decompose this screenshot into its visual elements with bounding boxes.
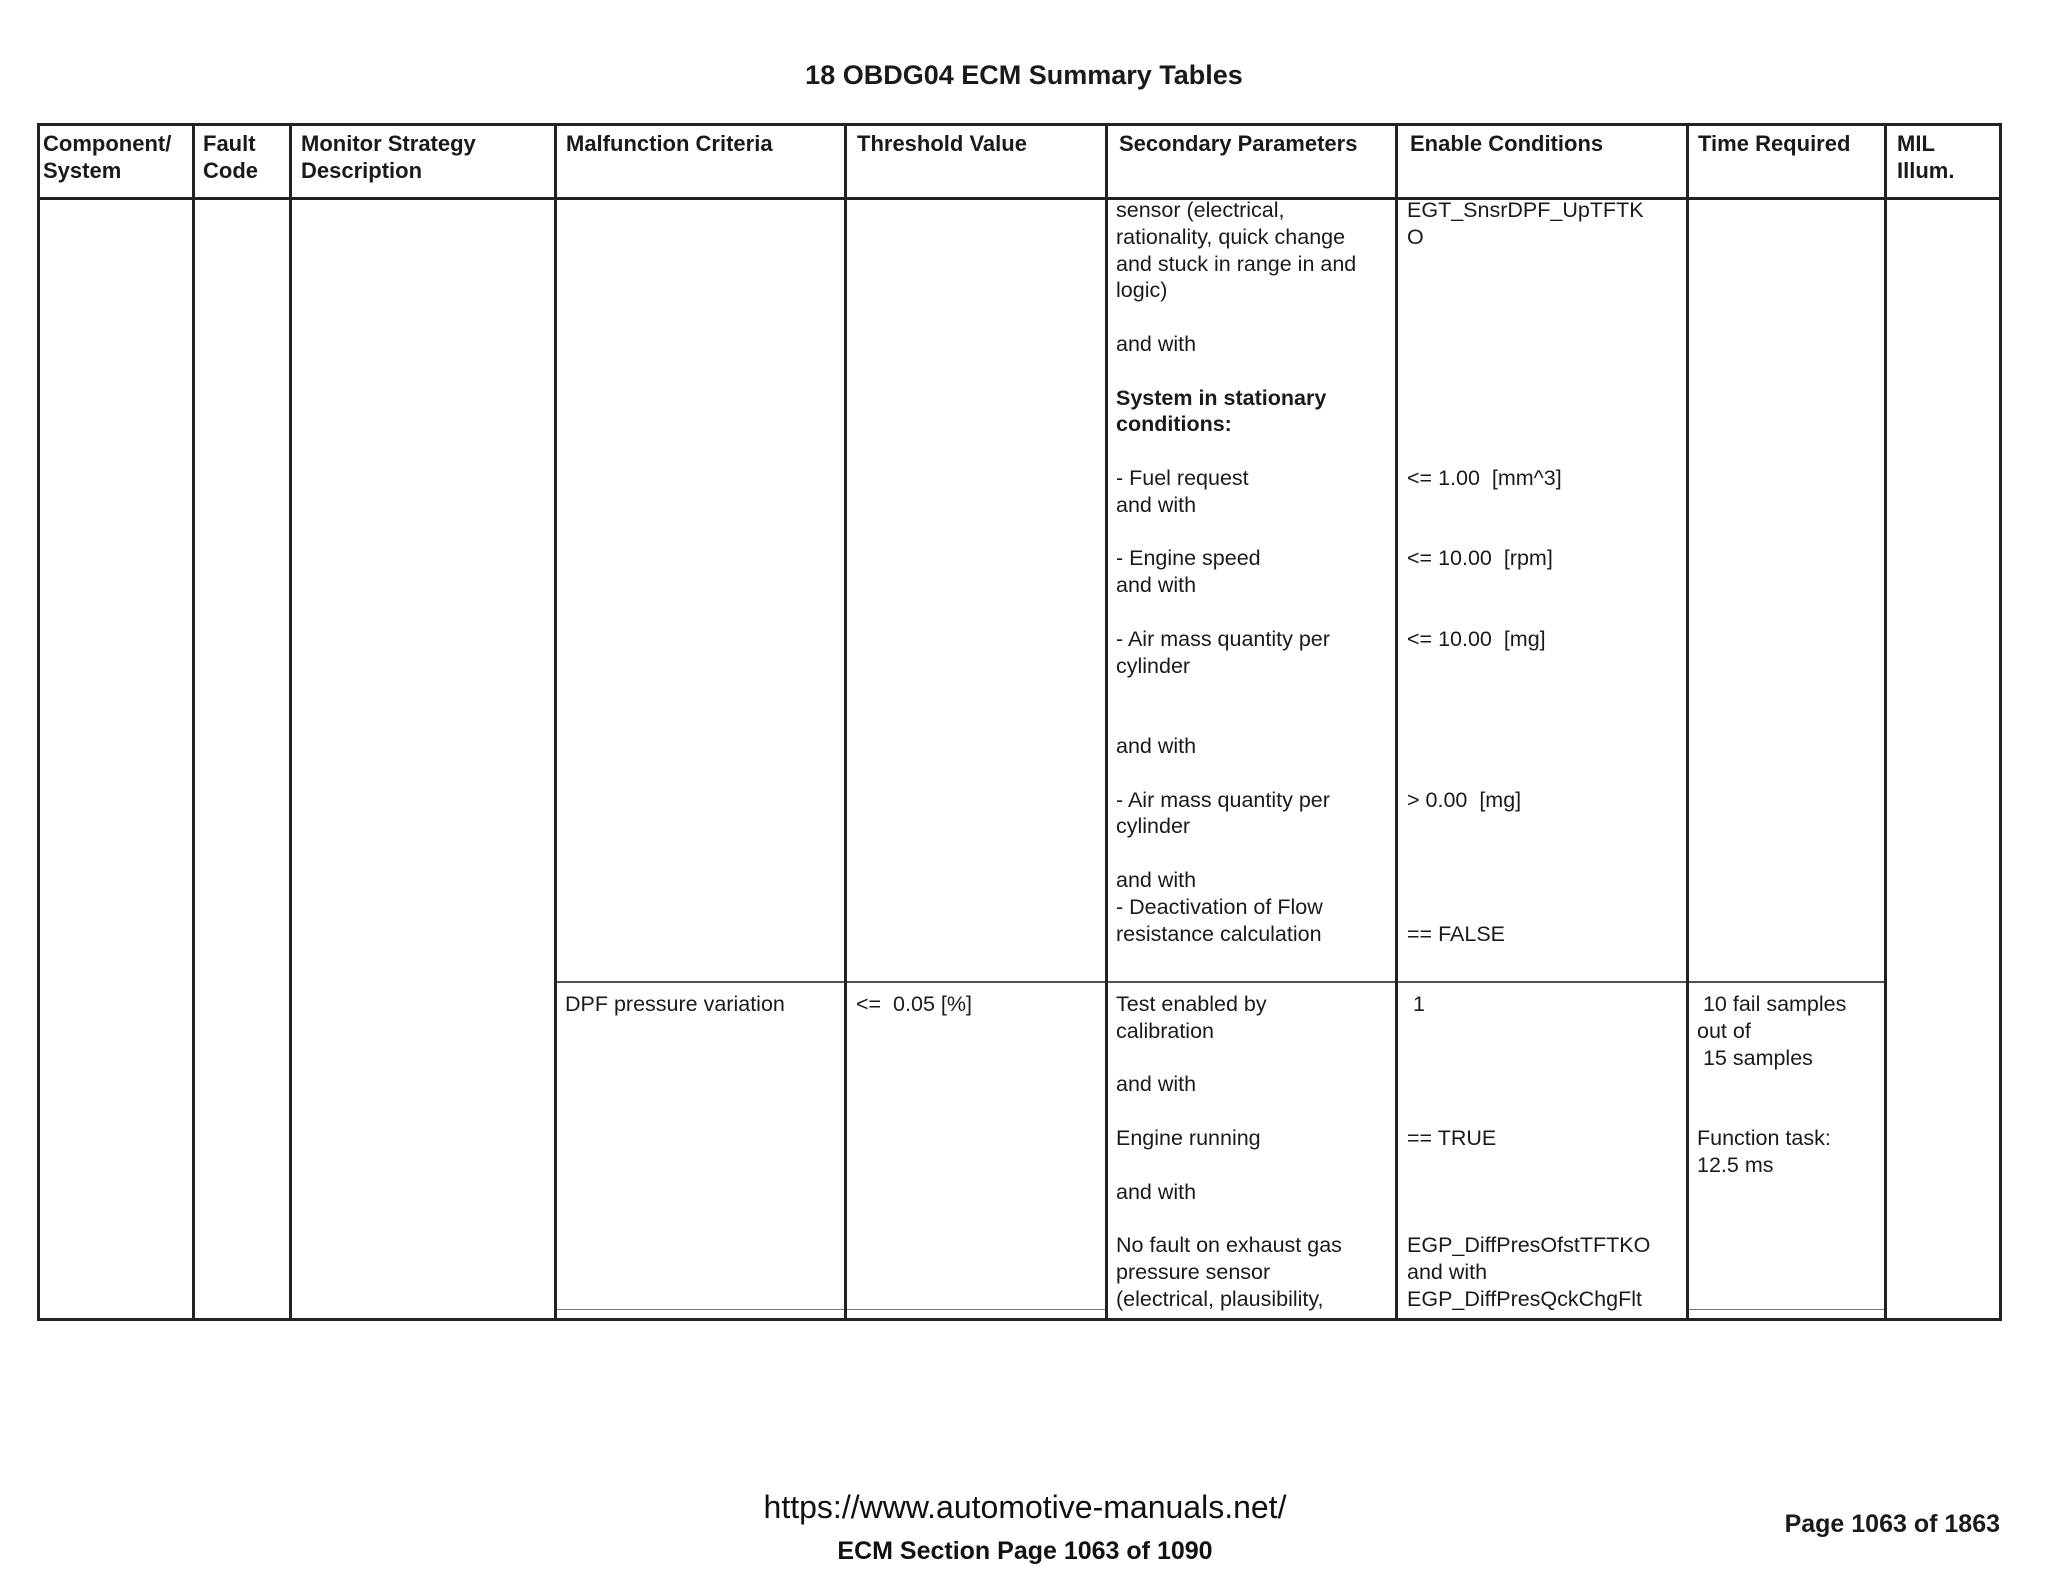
- cell-line: cylinder: [1116, 653, 1191, 678]
- header-mil-illum: MIL Illum.: [1897, 131, 1955, 183]
- cell-line: [1116, 1045, 1342, 1072]
- cell-line: <= 10.00 [rpm]: [1407, 546, 1553, 571]
- cell-line: [1116, 1205, 1342, 1232]
- cell-line: No fault on exhaust gas: [1116, 1233, 1342, 1258]
- cell-line: [1116, 304, 1356, 331]
- cell-line: [1407, 1018, 1650, 1045]
- cell-line: calibration: [1116, 1018, 1214, 1043]
- cell-line: EGT_SnsrDPF_UpTFTK: [1407, 198, 1644, 222]
- cell-line: [1407, 867, 1644, 894]
- cell-line: [1407, 1045, 1650, 1072]
- cell-line: and with: [1407, 1259, 1488, 1284]
- cell-line: sensor (electrical,: [1116, 198, 1285, 222]
- cell-line: [1697, 1098, 1846, 1125]
- header-component: Component/ System: [43, 131, 172, 183]
- cell-line: [1407, 733, 1644, 760]
- cell-line: O: [1407, 224, 1424, 249]
- cell-line: [1407, 438, 1644, 465]
- cell-line: [1407, 358, 1644, 385]
- cell-line: [1407, 706, 1644, 733]
- cell-line: out of: [1697, 1018, 1751, 1043]
- footer-url: https://www.automotive-manuals.net/: [763, 1489, 1287, 1525]
- cell-line: - Air mass quantity per: [1116, 787, 1330, 812]
- header-malfunction-criteria: Malfunction Criteria: [566, 131, 773, 156]
- row2-secondary-parameters: [1116, 991, 1342, 1313]
- cell-line: [1407, 277, 1644, 304]
- cell-line: and with: [1116, 867, 1197, 892]
- cell-line: [1407, 1098, 1650, 1125]
- cell-line: > 0.00 [mg]: [1407, 787, 1522, 812]
- cell-line: - Air mass quantity per: [1116, 626, 1330, 651]
- cell-line: Test enabled by: [1116, 992, 1267, 1016]
- cell-line: [1116, 519, 1356, 546]
- cell-line: [1116, 840, 1356, 867]
- row2-malfunction-criteria: DPF pressure variation: [565, 992, 785, 1016]
- cell-line: [1116, 599, 1356, 626]
- cell-line: [1407, 304, 1644, 331]
- cell-line: [1407, 679, 1644, 706]
- cell-line: and with: [1116, 1072, 1197, 1097]
- header-time-required: Time Required: [1698, 131, 1851, 156]
- cell-line: 12.5 ms: [1697, 1152, 1774, 1177]
- header-fault-code: Fault Code: [203, 131, 258, 183]
- row2-enable-conditions: [1407, 991, 1650, 1313]
- cell-line: [1407, 1205, 1650, 1232]
- cell-line: EGP_DiffPresQckChgFlt: [1407, 1286, 1642, 1311]
- cell-line: System in stationary: [1116, 385, 1327, 410]
- cell-line: Engine running: [1116, 1125, 1261, 1150]
- cell-line: - Engine speed: [1116, 546, 1261, 571]
- header-enable-conditions: Enable Conditions: [1410, 131, 1604, 156]
- cell-line: cylinder: [1116, 814, 1191, 839]
- cell-line: [1407, 840, 1644, 867]
- cell-line: conditions:: [1116, 412, 1232, 437]
- cell-line: [1116, 706, 1356, 733]
- cell-line: and stuck in range in and: [1116, 251, 1357, 276]
- cell-line: <= 1.00 [mm^3]: [1407, 465, 1562, 490]
- cell-line: [1407, 519, 1644, 546]
- cell-line: == FALSE: [1407, 921, 1506, 946]
- cell-line: [1116, 438, 1356, 465]
- cell-line: [1697, 1071, 1846, 1098]
- cell-line: and with: [1116, 573, 1197, 598]
- page-title: 18 OBDG04 ECM Summary Tables: [805, 60, 1243, 90]
- cell-line: logic): [1116, 278, 1168, 303]
- row1-enable-conditions: [1407, 197, 1644, 947]
- cell-line: [1116, 1098, 1342, 1125]
- cell-line: == TRUE: [1407, 1125, 1497, 1150]
- cell-line: [1407, 653, 1644, 680]
- cell-line: [1407, 813, 1644, 840]
- cell-line: [1116, 1152, 1342, 1179]
- cell-line: and with: [1116, 733, 1197, 758]
- cell-line: [1407, 760, 1644, 787]
- row1-secondary-parameters: [1116, 197, 1356, 947]
- cell-line: - Deactivation of Flow: [1116, 894, 1323, 919]
- cell-line: [1407, 1179, 1650, 1206]
- cell-line: 1: [1407, 992, 1425, 1016]
- cell-line: and with: [1116, 331, 1197, 356]
- cell-line: rationality, quick change: [1116, 224, 1346, 249]
- cell-line: Function task:: [1697, 1125, 1831, 1150]
- cell-line: pressure sensor: [1116, 1259, 1271, 1284]
- footer-section-page: ECM Section Page 1063 of 1090: [837, 1537, 1213, 1565]
- cell-line: [1407, 251, 1644, 278]
- cell-line: [1407, 385, 1644, 412]
- cell-line: [1407, 894, 1644, 921]
- cell-line: and with: [1116, 492, 1197, 517]
- cell-line: [1407, 572, 1644, 599]
- cell-line: [1116, 760, 1356, 787]
- cell-line: resistance calculation: [1116, 921, 1322, 946]
- cell-line: [1407, 331, 1644, 358]
- cell-line: [1407, 599, 1644, 626]
- header-monitor-strategy: Monitor Strategy Description: [301, 131, 476, 183]
- cell-line: [1407, 492, 1644, 519]
- header-threshold-value: Threshold Value: [857, 131, 1027, 156]
- cell-line: [1407, 411, 1644, 438]
- cell-line: 15 samples: [1697, 1045, 1813, 1070]
- cell-line: and with: [1116, 1179, 1197, 1204]
- cell-line: <= 10.00 [mg]: [1407, 626, 1546, 651]
- cell-line: [1407, 1152, 1650, 1179]
- footer-page-number: Page 1063 of 1863: [1784, 1510, 2000, 1538]
- cell-line: [1116, 679, 1356, 706]
- cell-line: (electrical, plausibility,: [1116, 1286, 1324, 1311]
- row2-threshold-value: <= 0.05 [%]: [856, 992, 972, 1016]
- header-secondary-parameters: Secondary Parameters: [1119, 131, 1358, 156]
- cell-line: [1116, 358, 1356, 385]
- cell-line: EGP_DiffPresOfstTFTKO: [1407, 1233, 1651, 1258]
- cell-line: - Fuel request: [1116, 465, 1249, 490]
- row2-time-required: [1697, 991, 1846, 1179]
- cell-line: 10 fail samples: [1697, 992, 1847, 1016]
- cell-line: [1407, 1071, 1650, 1098]
